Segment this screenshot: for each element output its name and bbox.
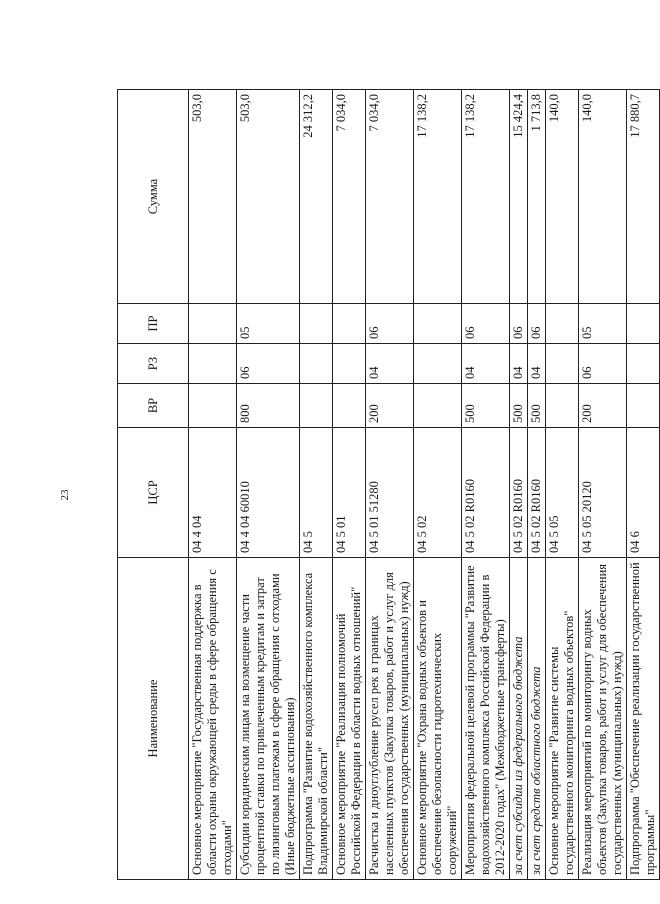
table-row (300, 90, 333, 880)
row-name: Субсидии юридическим лицам на возмещение части процентной ставки по привлеченным кредитам и затрат по лизинговым платежам в сфере обращения с отходами (Иные бюджетные ассигнования) (237, 558, 300, 880)
row-csr: 04 4 04 (189, 428, 237, 558)
table-row (237, 90, 300, 880)
row-csr: 04 5 02 R0160 (462, 428, 510, 558)
table-row (528, 90, 546, 880)
table-row (579, 90, 627, 880)
row-vr (189, 384, 237, 428)
row-pr (627, 304, 660, 344)
row-csr: 04 5 01 (333, 428, 366, 558)
row-csr: 04 5 02 R0160 (510, 428, 528, 558)
row-sum: 7 034,0 (333, 90, 366, 304)
row-sum: 24 312,2 (300, 90, 333, 304)
row-pr: 06 (510, 304, 528, 344)
budget-table (117, 89, 660, 880)
row-vr (300, 384, 333, 428)
table-row (366, 90, 414, 880)
row-rz (414, 344, 462, 384)
row-pr (546, 304, 579, 344)
row-sum: 1 713,8 (528, 90, 546, 304)
row-rz: 04 (510, 344, 528, 384)
row-sum: 503,0 (237, 90, 300, 304)
row-rz: 04 (462, 344, 510, 384)
row-pr: 06 (462, 304, 510, 344)
row-csr: 04 5 02 R0160 (528, 428, 546, 558)
row-rz (189, 344, 237, 384)
row-vr: 800 (237, 384, 300, 428)
row-csr: 04 6 (627, 428, 660, 558)
table-row (414, 90, 462, 880)
row-csr: 04 4 04 60010 (237, 428, 300, 558)
row-csr: 04 5 (300, 428, 333, 558)
row-sum: 15 424,4 (510, 90, 528, 304)
rotated-document-page (59, 90, 657, 880)
header-sum: Сумма (118, 90, 189, 304)
page-number: 23 (59, 489, 71, 501)
row-pr (300, 304, 333, 344)
row-name: Мероприятия федеральной целевой программы "Развитие водохозяйственного комплекса Российской Федерации в 2012-2020 годах" (Межбюджетные трансферты) (462, 558, 510, 880)
row-name: Основное мероприятие "Охрана водных объектов и обеспечение безопасности гидротехнических сооружений" (414, 558, 462, 880)
row-vr (414, 384, 462, 428)
row-vr (627, 384, 660, 428)
row-csr: 04 5 05 (546, 428, 579, 558)
row-rz (627, 344, 660, 384)
row-vr: 200 (366, 384, 414, 428)
row-name: Подпрограмма "Обеспечение реализации государственной программы" (627, 558, 660, 880)
row-pr: 06 (528, 304, 546, 344)
table-row (510, 90, 528, 880)
row-sum: 140,0 (579, 90, 627, 304)
row-vr (546, 384, 579, 428)
row-vr: 500 (462, 384, 510, 428)
row-vr: 200 (579, 384, 627, 428)
row-csr: 04 5 02 (414, 428, 462, 558)
row-name: за счет субсидии из федерального бюджета (510, 558, 528, 880)
row-vr: 500 (528, 384, 546, 428)
header-pr: ПР (118, 304, 189, 344)
row-name: Подпрограмма "Развитие водохозяйственного комплекса Владимирской области" (300, 558, 333, 880)
row-sum: 17 138,2 (462, 90, 510, 304)
row-rz: 06 (237, 344, 300, 384)
header-csr: ЦСР (118, 428, 189, 558)
row-sum: 503,0 (189, 90, 237, 304)
row-sum: 140,0 (546, 90, 579, 304)
row-rz: 04 (366, 344, 414, 384)
table-row (627, 90, 660, 880)
table-row (546, 90, 579, 880)
header-name: Наименование (118, 558, 189, 880)
row-name: за счет средств областного бюджета (528, 558, 546, 880)
row-name: Расчистка и дноуглубление русел рек в границах населенных пунктов (Закупка товаров, работ и услуг для обеспечения государственных (муниципальных) нужд) (366, 558, 414, 880)
row-rz: 06 (579, 344, 627, 384)
table-row (333, 90, 366, 880)
row-pr (189, 304, 237, 344)
row-csr: 04 5 01 51280 (366, 428, 414, 558)
row-rz (546, 344, 579, 384)
table-row (189, 90, 237, 880)
row-name: Основное мероприятие "Развитие системы государственного мониторинга водных объектов" (546, 558, 579, 880)
row-pr (414, 304, 462, 344)
row-rz (333, 344, 366, 384)
row-csr: 04 5 05 20120 (579, 428, 627, 558)
row-sum: 17 880,7 (627, 90, 660, 304)
row-vr: 500 (510, 384, 528, 428)
row-pr: 05 (579, 304, 627, 344)
header-rz: РЗ (118, 344, 189, 384)
row-sum: 17 138,2 (414, 90, 462, 304)
row-name: Основное мероприятие "Реализация полномочий Российской Федерации в области водных отношений" (333, 558, 366, 880)
header-vr: ВР (118, 384, 189, 428)
row-sum: 7 034,0 (366, 90, 414, 304)
row-rz (300, 344, 333, 384)
table-row (462, 90, 510, 880)
row-pr (333, 304, 366, 344)
row-name: Основное мероприятие "Государственная поддержка в области охраны окружающей среды в сфере обращения с отходами" (189, 558, 237, 880)
row-name: Реализация мероприятий по мониторингу водных объектов (Закупка товаров, работ и услуг для обеспечения государственных (муниципальных) нужд) (579, 558, 627, 880)
table-header-row (118, 90, 189, 880)
row-vr (333, 384, 366, 428)
row-pr: 06 (366, 304, 414, 344)
row-pr: 05 (237, 304, 300, 344)
row-rz: 04 (528, 344, 546, 384)
